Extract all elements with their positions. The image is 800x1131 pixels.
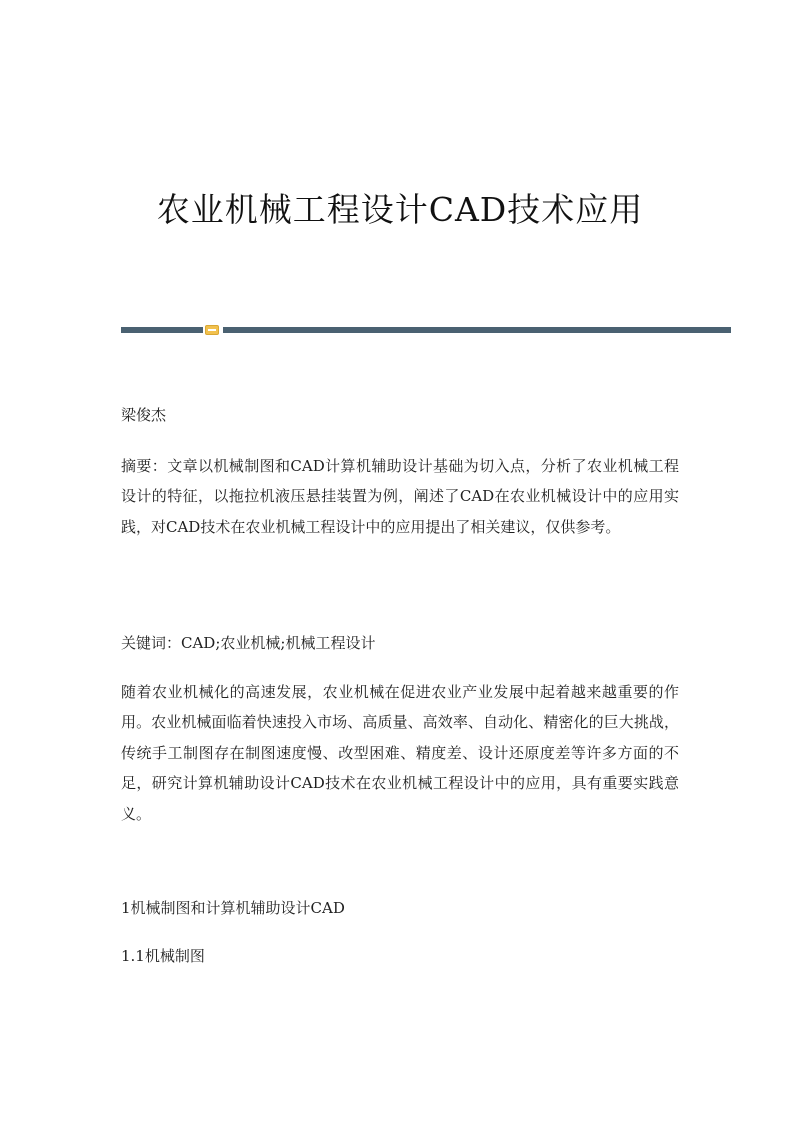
intro-paragraph: 随着农业机械化的高速发展，农业机械在促进农业产业发展中起着越来越重要的作用。农业机械面临着快速投入市场、高质量、高效率、自动化、精密化的巨大挑战，传统手工制图存在制图速度慢、改型困难、精度差、设计还原度差等许多方面的不足，研究计算机辅助设计CAD技术在农业机械工程设计中的应用，具有重要实践意义。: [121, 683, 679, 823]
section-heading-1-1: 1.1机械制图: [121, 947, 205, 965]
divider-bar-left: [121, 327, 203, 333]
author-name: 梁俊杰: [121, 406, 167, 424]
keywords-line: 关键词：CAD;农业机械;机械工程设计: [121, 634, 376, 652]
document-title: 农业机械工程设计CAD技术应用: [156, 190, 644, 229]
divider-bar-right: [223, 327, 731, 333]
title-divider: [121, 325, 731, 335]
abstract-paragraph: 摘要：文章以机械制图和CAD计算机辅助设计基础为切入点，分析了农业机械工程设计的特征，以拖拉机液压悬挂装置为例，阐述了CAD在农业机械设计中的应用实践，对CAD技术在农业机械工程设计中的应用提出了相关建议，仅供参考。: [121, 457, 679, 536]
section-heading-1: 1机械制图和计算机辅助设计CAD: [121, 899, 345, 917]
divider-emblem-icon: [205, 325, 219, 335]
